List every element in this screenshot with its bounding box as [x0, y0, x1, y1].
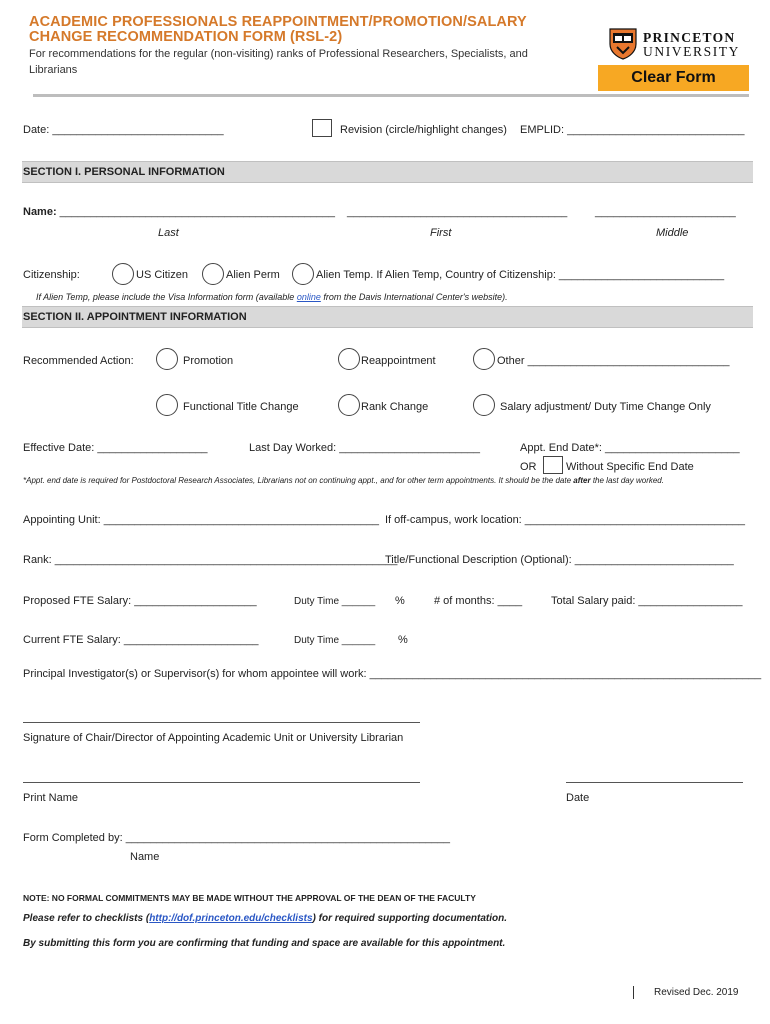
functional-title-label: Functional Title Change: [183, 401, 299, 413]
total-salary-field[interactable]: Total Salary paid: _________________: [551, 595, 743, 607]
duty-time-proposed-field[interactable]: Duty Time ______: [294, 596, 376, 607]
section1-header: SECTION I. PERSONAL INFORMATION: [22, 161, 753, 183]
proposed-salary-field[interactable]: Proposed FTE Salary: ____________________: [23, 595, 257, 607]
percent-label-2: %: [398, 634, 408, 646]
revised-date: Revised Dec. 2019: [654, 987, 739, 998]
promotion-label: Promotion: [183, 355, 234, 367]
date-field[interactable]: Date: ____________________________: [23, 124, 224, 136]
print-name-caption: Print Name: [23, 792, 79, 804]
chair-signature-caption: Signature of Chair/Director of Appointing Academic Unit or University Librarian: [23, 732, 404, 744]
logo-university-text: UNIVERSITY: [643, 44, 740, 59]
visa-online-link[interactable]: online: [296, 292, 321, 302]
rank-change-label: Rank Change: [361, 401, 429, 413]
alien-temp-radio[interactable]: [292, 263, 314, 285]
recommended-action-label: Recommended Action:: [23, 355, 134, 367]
principal-investigator-field[interactable]: Principal Investigator(s) or Supervisor(s) for whom appointee will work: ________________________________________________________________: [23, 668, 762, 680]
effective-date-field[interactable]: Effective Date: __________________: [23, 442, 208, 454]
reappointment-label: Reappointment: [361, 355, 436, 367]
salary-adjustment-radio[interactable]: [473, 394, 495, 416]
formal-commitment-note: NOTE: NO FORMAL COMMITMENTS MAY BE MADE WITHOUT THE APPROVAL OF THE DEAN OF THE FACULTY: [23, 893, 476, 903]
promotion-radio[interactable]: [156, 348, 178, 370]
rank-field[interactable]: Rank: ________________________________________________________: [23, 554, 398, 566]
other-radio[interactable]: [473, 348, 495, 370]
visa-note-text-end: from the Davis International Center's website).: [320, 292, 508, 302]
alien-perm-label: Alien Perm: [226, 269, 280, 281]
percent-label-1: %: [395, 595, 405, 607]
other-field[interactable]: Other _________________________________: [497, 355, 730, 367]
name-caption: Name: [130, 851, 160, 863]
revision-checkbox[interactable]: [312, 119, 332, 137]
checklist-link[interactable]: http://dof.princeton.edu/checklists: [149, 913, 313, 924]
appt-note-text: *Appt. end date is required for Postdoctoral Research Associates, Librarians not on continuing appt., and for other term appointments. It should be the date: [23, 476, 574, 485]
princeton-shield-icon: [609, 28, 637, 60]
salary-adjustment-label: Salary adjustment/ Duty Time Change Only: [500, 401, 711, 413]
footer-divider: [633, 986, 634, 999]
us-citizen-radio[interactable]: [112, 263, 134, 285]
duty-time-current-field[interactable]: Duty Time ______: [294, 635, 376, 646]
clear-form-button[interactable]: Clear Form: [598, 65, 749, 91]
chair-signature-line[interactable]: [23, 722, 420, 723]
appt-note-end: the last day worked.: [590, 476, 664, 485]
us-citizen-label: US Citizen: [136, 269, 188, 281]
off-campus-location-field[interactable]: If off-campus, work location: ____________________________________: [385, 514, 746, 526]
print-name-line[interactable]: [23, 782, 420, 783]
emplid-field[interactable]: EMPLID: _____________________________: [520, 124, 745, 136]
visa-note-text: If Alien Temp, please include the Visa Information form (available: [36, 292, 297, 302]
last-day-worked-field[interactable]: Last Day Worked: _______________________: [249, 442, 480, 454]
header-divider: [33, 94, 749, 97]
appt-end-date-note: [23, 474, 743, 488]
form-completed-by-field[interactable]: Form Completed by: _____________________________________________________: [23, 832, 450, 844]
title-description-field[interactable]: Title/Functional Description (Optional): __________________________: [385, 554, 734, 566]
first-name-caption: First: [430, 227, 452, 239]
name-first-field[interactable]: ____________________________________: [347, 206, 568, 218]
reappointment-radio[interactable]: [338, 348, 360, 370]
revision-label: Revision (circle/highlight changes): [340, 124, 507, 136]
checklist-note-end: ) for required supporting documentation.: [312, 913, 507, 924]
appt-end-date-field[interactable]: Appt. End Date*: ______________________: [520, 442, 740, 454]
middle-name-caption: Middle: [656, 227, 689, 239]
checklist-note: [23, 913, 507, 924]
appt-note-bold: after: [573, 476, 591, 485]
section2-header: SECTION II. APPOINTMENT INFORMATION: [22, 306, 753, 328]
checklist-note-text: Please refer to checklists (: [23, 913, 150, 924]
date-caption: Date: [566, 792, 590, 804]
functional-title-radio[interactable]: [156, 394, 178, 416]
name-last-field[interactable]: Name: _____________________________________________: [23, 206, 335, 218]
date-signature-line[interactable]: [566, 782, 743, 783]
name-middle-field[interactable]: _______________________: [595, 206, 736, 218]
current-salary-field[interactable]: Current FTE Salary: ______________________: [23, 634, 259, 646]
last-name-caption: Last: [158, 227, 179, 239]
form-title-line1: ACADEMIC PROFESSIONALS REAPPOINTMENT/PROMOTION/SALARY: [29, 14, 527, 30]
rank-change-radio[interactable]: [338, 394, 360, 416]
alien-perm-radio[interactable]: [202, 263, 224, 285]
logo-princeton-text: PRINCETON: [643, 30, 736, 45]
without-end-date-label: Without Specific End Date: [566, 461, 694, 473]
funding-confirmation-note: By submitting this form you are confirming that funding and space are available for this appointment.: [23, 938, 506, 949]
months-field[interactable]: # of months: ____: [434, 595, 523, 607]
without-end-date-checkbox[interactable]: [543, 456, 563, 474]
appointing-unit-field[interactable]: Appointing Unit: _____________________________________________: [23, 514, 380, 526]
form-subtitle: For recommendations for the regular (non-visiting) ranks of Professional Researchers, Specialists, and Librarians: [29, 48, 528, 76]
alien-temp-country-field[interactable]: Alien Temp. If Alien Temp, Country of Citizenship: ___________________________: [316, 269, 725, 281]
citizenship-label: Citizenship:: [23, 269, 80, 281]
visa-note: [36, 292, 508, 302]
form-title-line2: CHANGE RECOMMENDATION FORM (RSL-2): [29, 29, 343, 45]
or-label: OR: [520, 461, 537, 473]
